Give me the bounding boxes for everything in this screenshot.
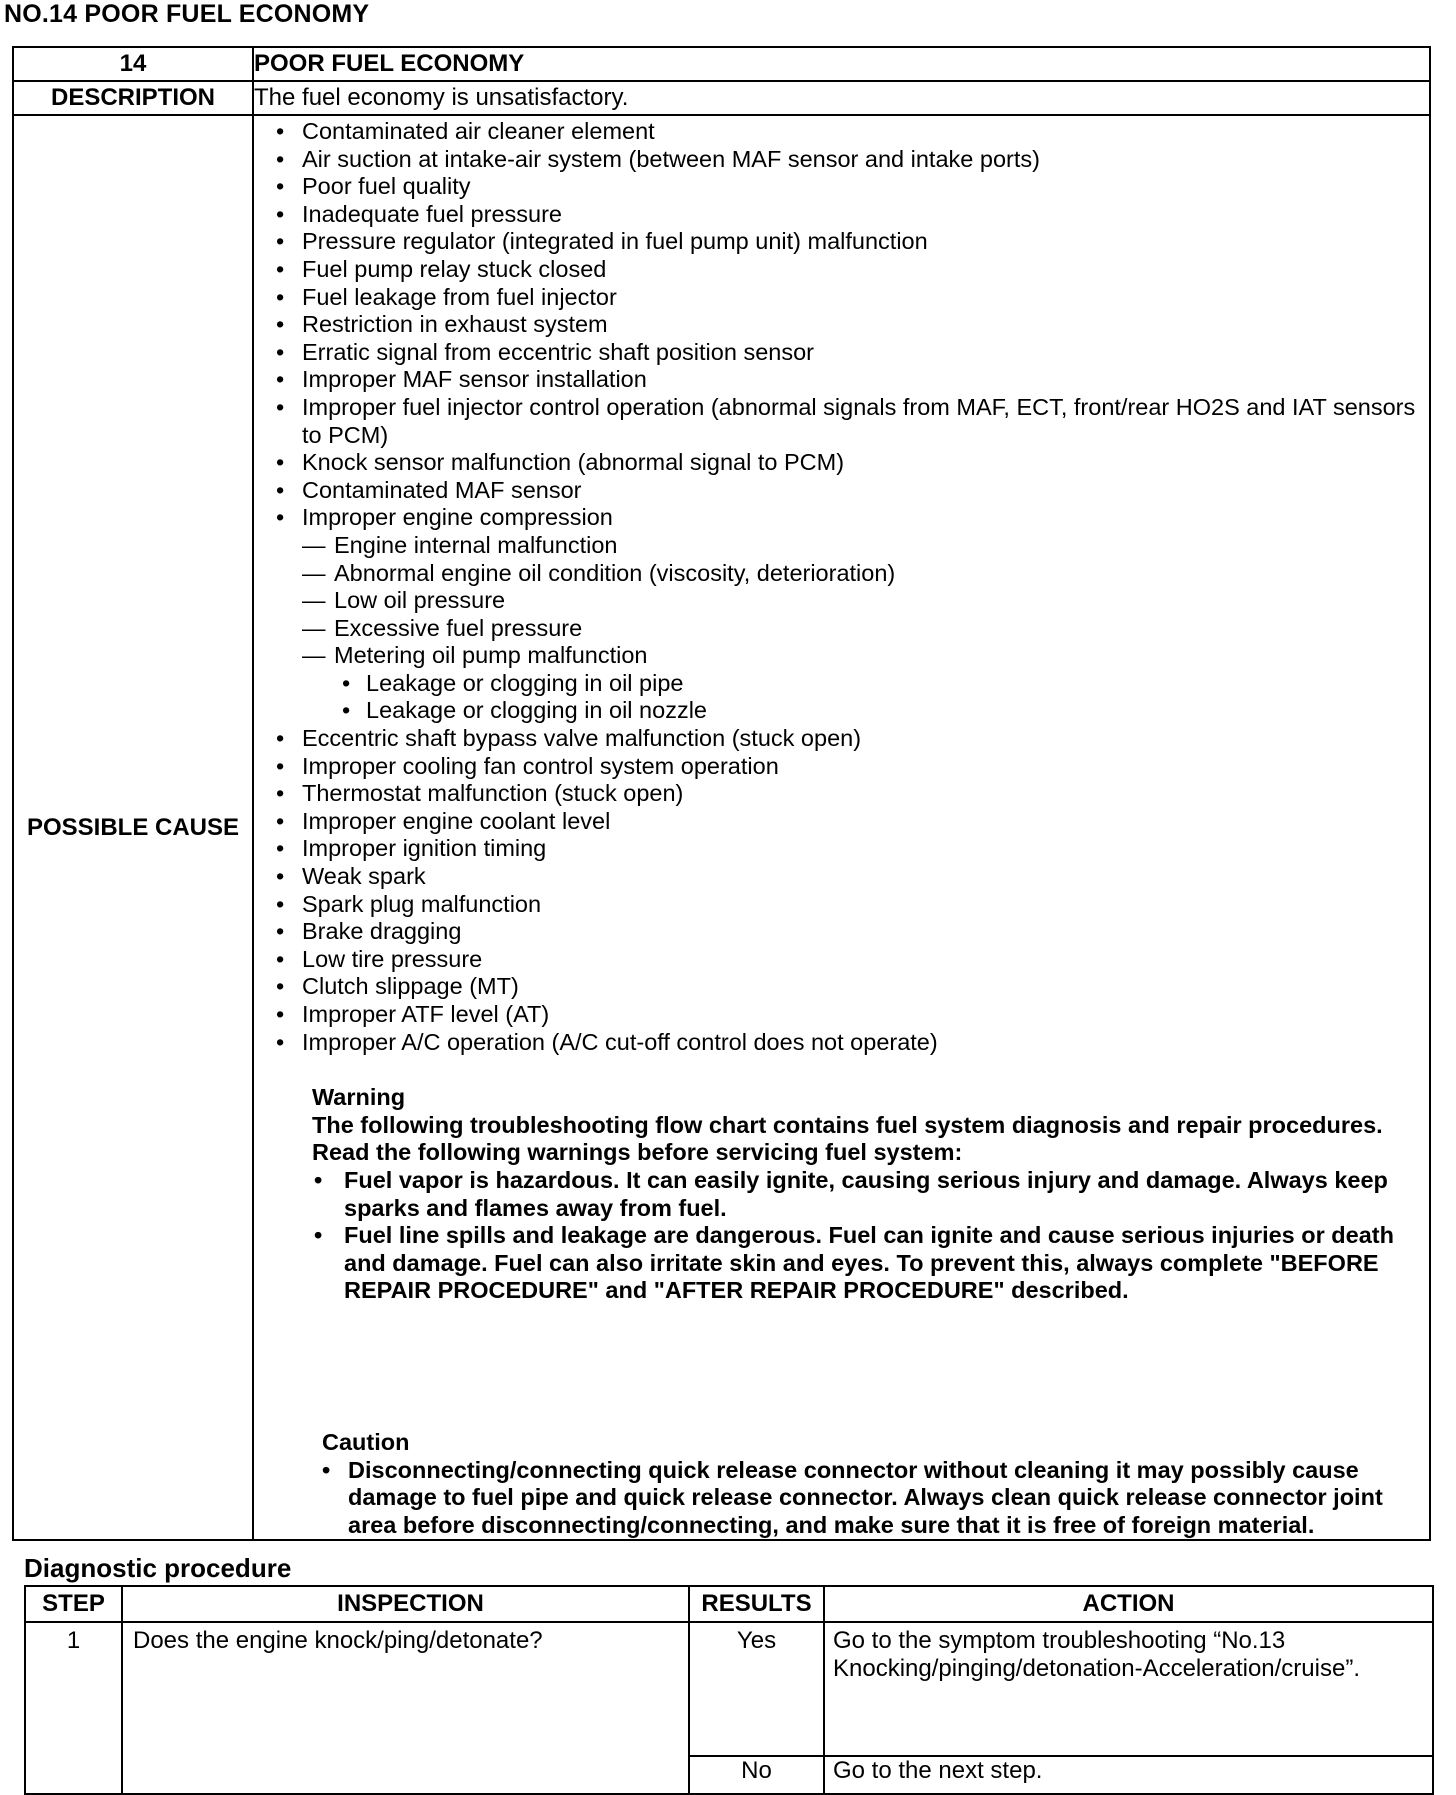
- sub-item-text: Engine internal malfunction: [334, 531, 618, 558]
- warning-item: • Fuel vapor is hazardous. It can easily ignite, causing serious injury and damage. Always keep sparks and flames away from fuel.: [312, 1167, 1425, 1222]
- list-item: • Improper MAF sensor installation: [266, 366, 1425, 394]
- warning-intro: The following troubleshooting flow chart contains fuel system diagnosis and repair procedures. Read the following warnings before servicing fuel system:: [312, 1111, 1383, 1166]
- list-item: • Clutch slippage (MT): [266, 973, 1425, 1001]
- caution-item: • Disconnecting/connecting quick release connector without cleaning it may possibly cause damage to fuel pipe and quick release connector. Always clean quick release connector joint area before disconnecting/connecting, and make sure that it is free of foreign material.: [322, 1457, 1425, 1540]
- list-item: • Eccentric shaft bypass valve malfunction (stuck open): [266, 725, 1425, 753]
- possible-cause-label: POSSIBLE CAUSE: [13, 115, 253, 1540]
- list-item: • Improper fuel injector control operation (abnormal signals from MAF, ECT, front/rear HO2S and IAT sensors to PCM): [266, 394, 1425, 449]
- causes-list: [266, 118, 1425, 670]
- result-no: No: [689, 1756, 824, 1794]
- list-item: • Weak spark: [266, 863, 1425, 891]
- caution-block: [266, 1429, 1425, 1539]
- dash-icon: —: [302, 587, 326, 614]
- step-number: 1: [25, 1622, 122, 1794]
- list-item: • Pressure regulator (integrated in fuel pump unit) malfunction: [266, 228, 1425, 256]
- symptom-number: 14: [13, 47, 253, 81]
- action-no: Go to the next step.: [824, 1756, 1433, 1794]
- list-item: • Improper cooling fan control system operation: [266, 753, 1425, 781]
- symptom-title: POOR FUEL ECONOMY: [253, 47, 1430, 81]
- sub-sub-item: • Leakage or clogging in oil nozzle: [266, 697, 1425, 725]
- warning-title: Warning: [312, 1084, 406, 1111]
- description-text: The fuel economy is unsatisfactory.: [253, 81, 1430, 115]
- list-item: • Improper A/C operation (A/C cut-off control does not operate): [266, 1029, 1425, 1057]
- list-item: • Improper ATF level (AT): [266, 1001, 1425, 1029]
- list-item: • Contaminated air cleaner element: [266, 118, 1425, 146]
- list-item: • Spark plug malfunction: [266, 891, 1425, 919]
- compression-label: Improper engine compression: [302, 504, 613, 531]
- description-label: DESCRIPTION: [13, 81, 253, 115]
- list-item: • Brake dragging: [266, 918, 1425, 946]
- inspection-text: Does the engine knock/ping/detonate?: [122, 1622, 689, 1794]
- list-item: • Fuel pump relay stuck closed: [266, 256, 1425, 284]
- list-item: • Knock sensor malfunction (abnormal signal to PCM): [266, 449, 1425, 477]
- list-item: • Contaminated MAF sensor: [266, 477, 1425, 505]
- diagnostic-table: [24, 1585, 1434, 1795]
- list-item: • Erratic signal from eccentric shaft position sensor: [266, 339, 1425, 367]
- dash-icon: —: [302, 559, 326, 586]
- list-item: • Low tire pressure: [266, 946, 1425, 974]
- page-title: NO.14 POOR FUEL ECONOMY: [4, 0, 370, 28]
- list-item: • Improper engine coolant level: [266, 808, 1425, 836]
- dash-icon: —: [302, 614, 326, 641]
- dash-icon: —: [302, 642, 326, 669]
- sub-item-text: Low oil pressure: [334, 587, 506, 614]
- caution-title: Caution: [322, 1428, 410, 1455]
- sub-item-text: Abnormal engine oil condition (viscosity, deterioration): [334, 559, 896, 586]
- list-item: • Restriction in exhaust system: [266, 311, 1425, 339]
- metering-sublist: [266, 670, 1425, 725]
- inspection-header: INSPECTION: [122, 1586, 689, 1622]
- sub-item: [302, 587, 1425, 615]
- sub-sub-item: • Leakage or clogging in oil pipe: [266, 670, 1425, 698]
- table-row: [25, 1622, 1433, 1756]
- result-yes: Yes: [689, 1622, 824, 1756]
- sub-item: [302, 642, 1425, 670]
- warning-block: [266, 1084, 1425, 1305]
- dash-icon: —: [302, 531, 326, 558]
- list-item: • Inadequate fuel pressure: [266, 201, 1425, 229]
- results-header: RESULTS: [689, 1586, 824, 1622]
- step-header: STEP: [25, 1586, 122, 1622]
- sub-item-text: Excessive fuel pressure: [334, 614, 583, 641]
- warning-list: [312, 1167, 1425, 1305]
- diagnostic-header-row: [25, 1586, 1433, 1622]
- description-row: [13, 81, 1430, 115]
- caution-list: [322, 1457, 1425, 1540]
- causes-list-continued: [266, 725, 1425, 1056]
- possible-cause-content: [253, 115, 1430, 1540]
- symptom-table: [12, 46, 1431, 1541]
- list-item: • Air suction at intake-air system (between MAF sensor and intake ports): [266, 146, 1425, 174]
- symptom-header-row: [13, 47, 1430, 81]
- list-item: • Thermostat malfunction (stuck open): [266, 780, 1425, 808]
- warning-item: • Fuel line spills and leakage are dangerous. Fuel can ignite and cause serious injuries or death and damage. Fuel can also irritate skin and eyes. To prevent this, always complete "BEFORE REPAIR PROCEDURE" and "AFTER REPAIR PROCEDURE" described.: [312, 1222, 1425, 1305]
- sub-item-text: Metering oil pump malfunction: [334, 642, 648, 669]
- action-yes: Go to the symptom troubleshooting “No.13 Knocking/pinging/detonation-Acceleration/cruise”.: [824, 1622, 1433, 1756]
- action-header: ACTION: [824, 1586, 1433, 1622]
- sub-item: [302, 560, 1425, 588]
- sub-item: [302, 532, 1425, 560]
- sub-item: [302, 615, 1425, 643]
- list-item-compression: [266, 504, 1425, 670]
- possible-cause-row: [13, 115, 1430, 1540]
- list-item: • Poor fuel quality: [266, 173, 1425, 201]
- diagnostic-heading: Diagnostic procedure: [24, 1553, 292, 1583]
- compression-sublist: [302, 532, 1425, 670]
- list-item: • Improper ignition timing: [266, 835, 1425, 863]
- list-item: • Fuel leakage from fuel injector: [266, 284, 1425, 312]
